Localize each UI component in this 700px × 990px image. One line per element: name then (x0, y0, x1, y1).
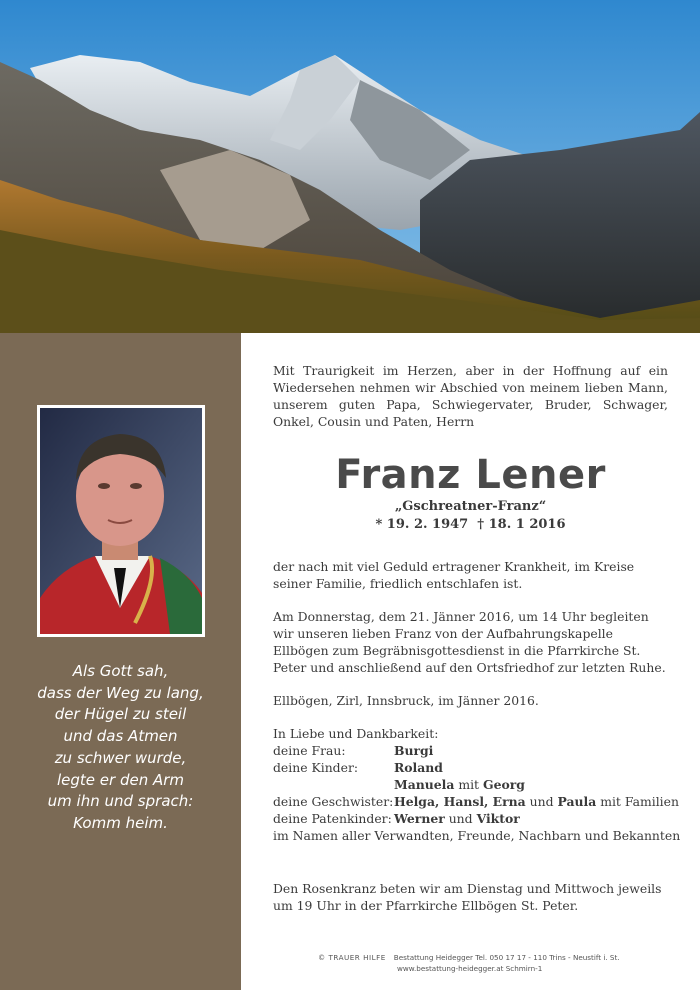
rosary-text: Den Rosenkranz beten wir am Dienstag und Mittwoch jeweils um 19 Uhr in der Pfarrkirche Ellbögen St. Peter. (273, 881, 662, 913)
relative-name: Viktor (476, 811, 520, 826)
intro-text: Mit Traurigkeit im Herzen, aber in der Hoffnung auf ein Wiedersehen nehmen wir Abschied von meinem lieben Mann, unserem guten Papa, Schwiegervater, Bruder, Schwager, Onkel, Cousin und Paten, Herrn (273, 363, 668, 429)
portrait-photo (40, 408, 202, 634)
relative-label: deine Geschwister: (273, 794, 394, 809)
sidebar-panel (0, 333, 241, 990)
poem-line: zu schwer wurde, (54, 748, 187, 767)
relative-row-wife (273, 742, 668, 759)
place-date: Ellbögen, Zirl, Innsbruck, im Jänner 2016. (273, 693, 539, 708)
poem-line: Komm heim. (73, 813, 168, 832)
poem-line: um ihn und sprach: (47, 792, 194, 811)
connector-text: und (529, 794, 554, 809)
relative-name: Burgi (394, 743, 434, 758)
relative-row-children (273, 759, 668, 776)
relatives-list (273, 725, 681, 844)
footer-imprint (318, 952, 620, 974)
relative-label: deine Patenkinder: (273, 811, 392, 826)
poem-line: und das Atmen (63, 727, 178, 746)
relative-name: Werner (394, 811, 445, 826)
service-text: Am Donnerstag, dem 21. Jänner 2016, um 14 Uhr begleiten wir unseren lieben Franz von der Aufbahrungskapelle Ellbögen zum Begräbnisgottesdienst in die Pfarrkirche St. Peter und anschließend auf den Ortsfriedhof zur letzten Ruhe. (273, 609, 666, 675)
poem-line: Als Gott sah, (72, 662, 169, 680)
relative-name: Helga, Hansl, Erna (394, 794, 526, 809)
mountain-banner-image (0, 0, 700, 333)
relative-name: Roland (394, 760, 443, 775)
connector-text: und (448, 811, 473, 826)
relative-label: deine Frau: (273, 743, 346, 758)
relative-row-godchildren (273, 810, 668, 827)
relative-name: Georg (483, 777, 525, 792)
death-text: der nach mit viel Geduld ertragener Krankheit, im Kreise seiner Familie, friedlich entschlafen ist. (273, 559, 635, 591)
relative-label: deine Kinder: (273, 760, 359, 775)
portrait-photo-frame (37, 405, 205, 637)
poem (0, 661, 241, 835)
connector-text: mit Familien (600, 794, 679, 809)
deceased-name: Franz Lener (335, 452, 606, 498)
relative-row-siblings (273, 793, 679, 810)
poem-line: legte er den Arm (56, 770, 185, 789)
poem-line: der Hügel zu steil (54, 705, 187, 724)
footer-line1: Bestattung Heidegger Tel. 050 17 17 - 110 Trins - Neustift i. St. (393, 953, 620, 962)
relative-name: Paula (557, 794, 597, 809)
relative-row-children-2 (273, 776, 668, 793)
footer-brand: © TRAUER HILFE (318, 953, 386, 962)
footer-line2: www.bestattung-heidegger.at Schmirn-1 (397, 964, 543, 973)
poem-line: dass der Weg zu lang, (37, 683, 204, 702)
connector-text: mit (458, 777, 480, 792)
obituary-text (273, 362, 681, 914)
relative-name: Manuela (394, 777, 455, 792)
life-dates: * 19. 2. 1947 † 18. 1 2016 (375, 517, 566, 532)
relatives-others: im Namen aller Verwandten, Freunde, Nachbarn und Bekannten (273, 828, 681, 843)
relatives-heading: In Liebe und Dankbarkeit: (273, 726, 439, 741)
nickname: „Gschreatner-Franz“ (394, 499, 547, 514)
